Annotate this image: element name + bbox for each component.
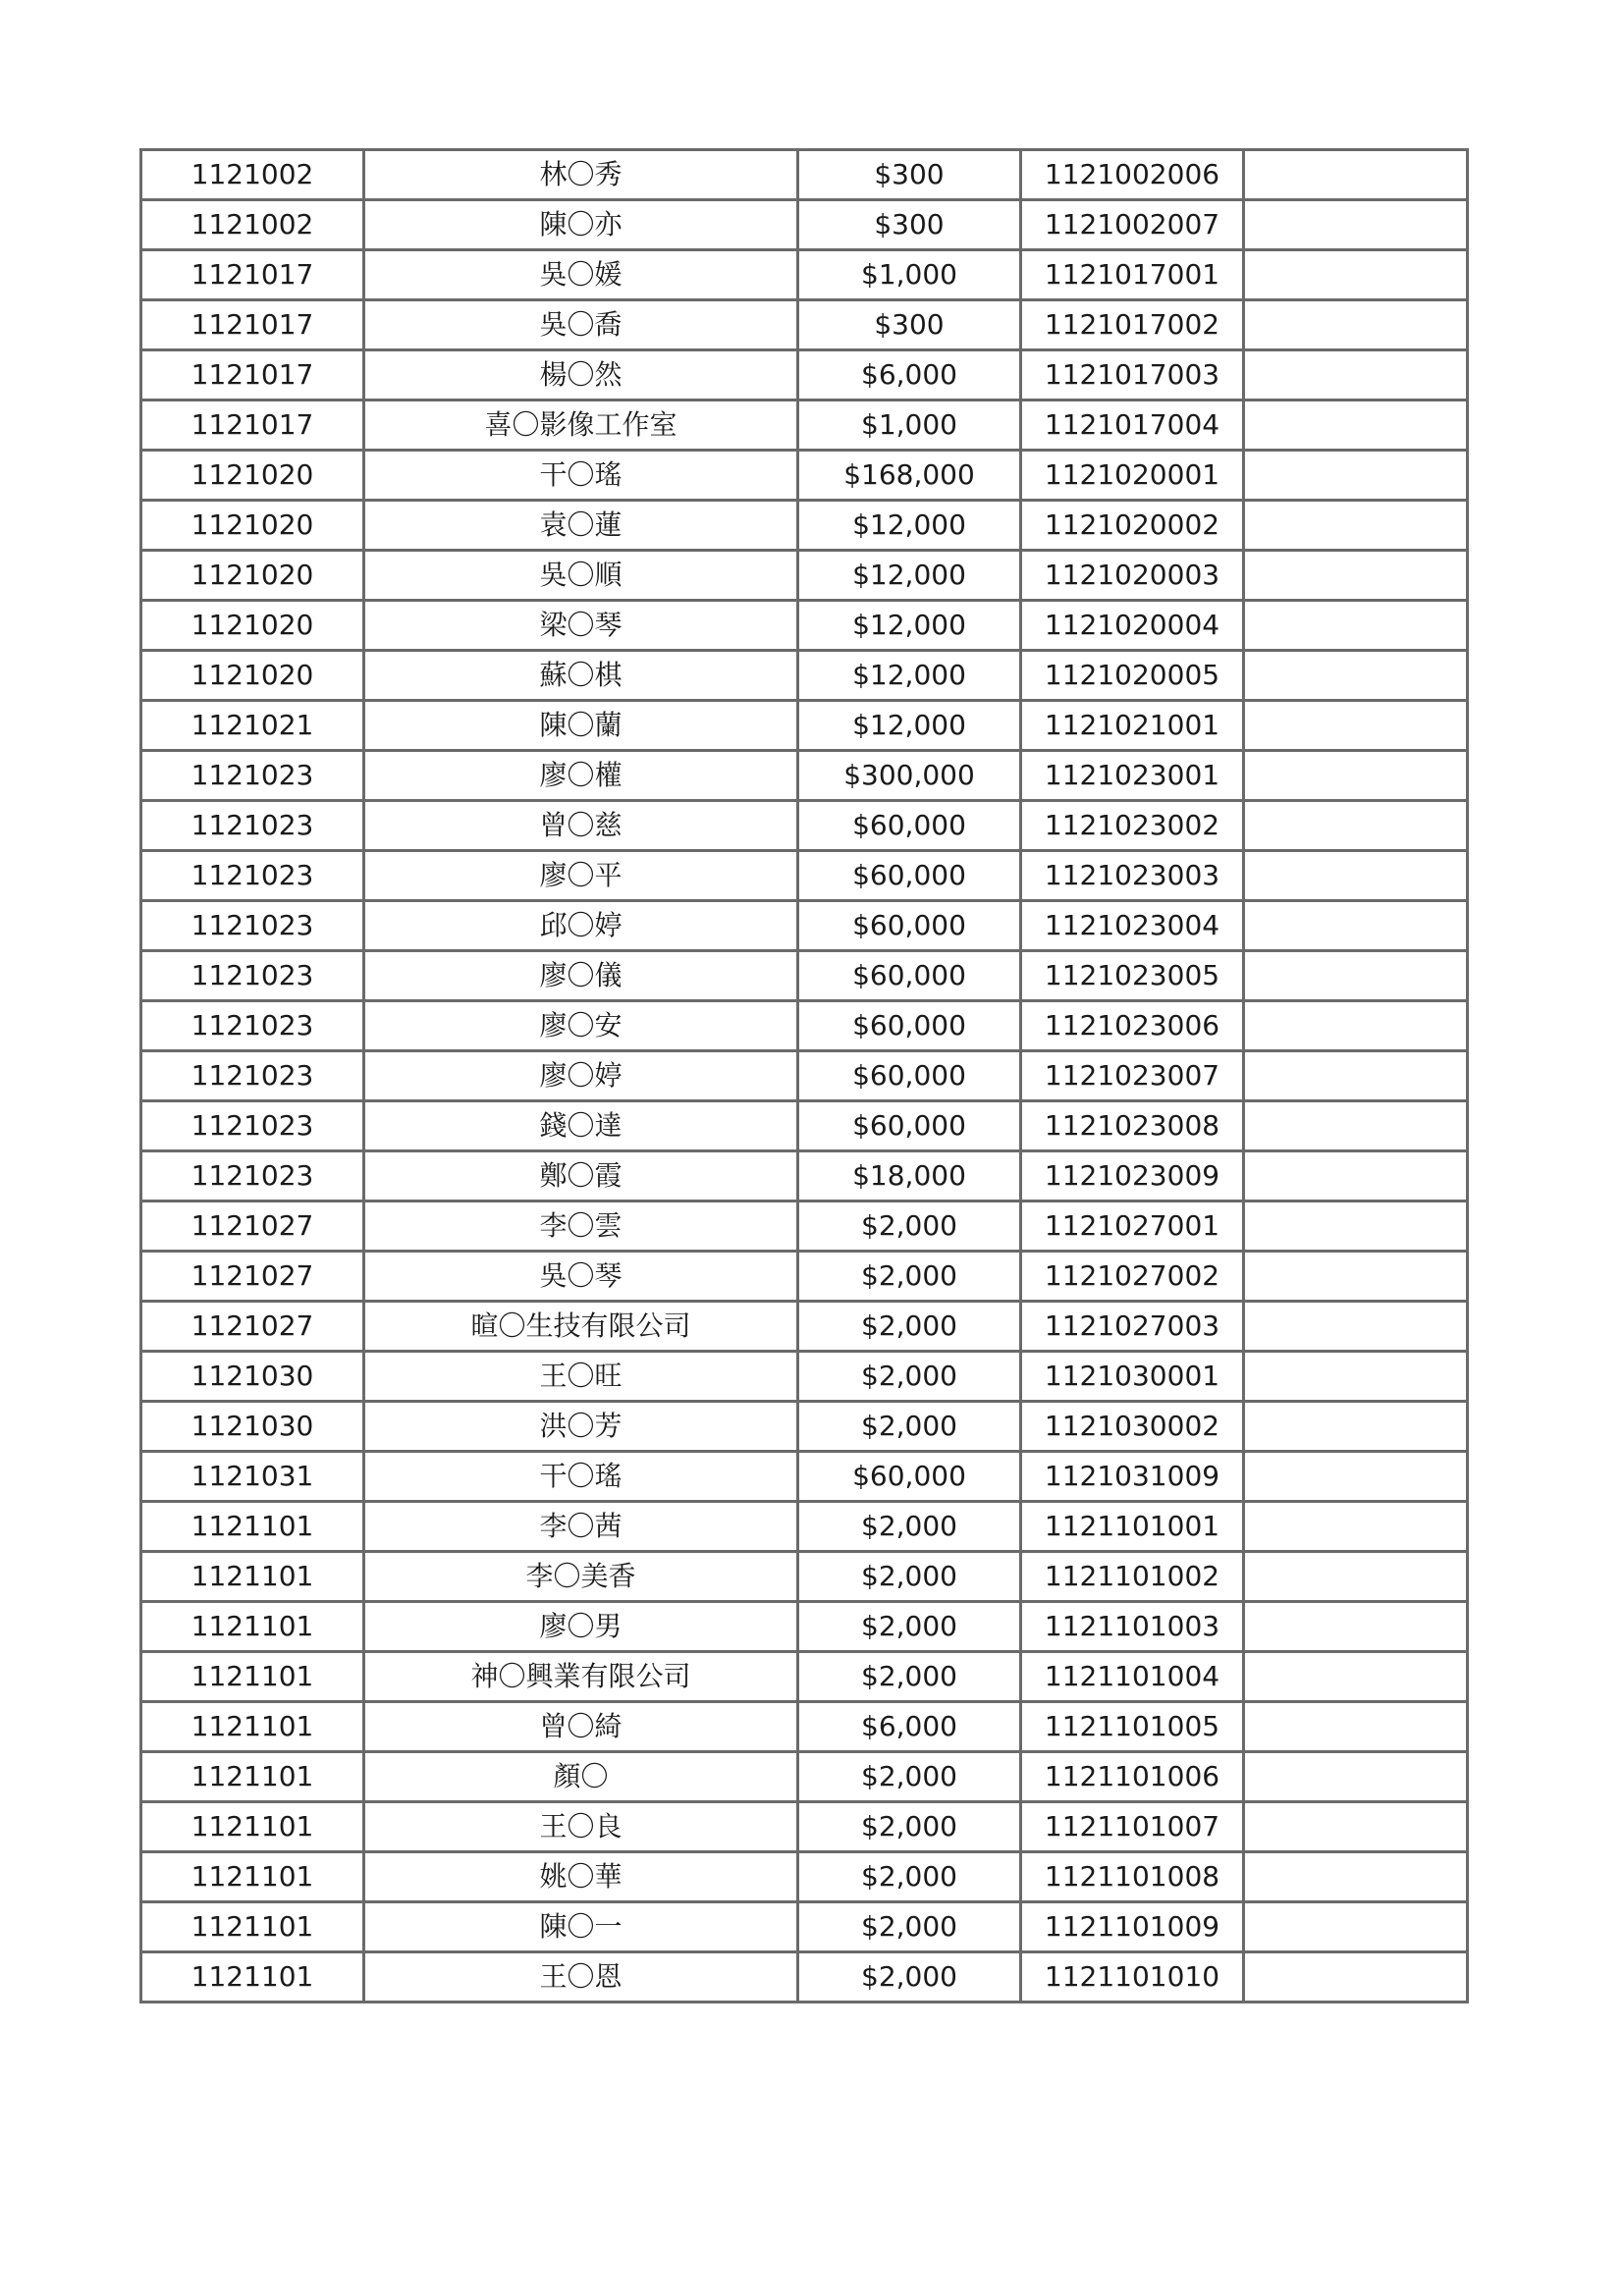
amount-cell: $18,000	[798, 1151, 1021, 1201]
date-cell: 1121023	[141, 1001, 364, 1051]
receipt-number-cell: 1121017003	[1021, 350, 1244, 400]
receipt-number-cell: 1121023009	[1021, 1151, 1244, 1201]
table-row	[141, 801, 1468, 851]
amount-cell: $60,000	[798, 851, 1021, 901]
table-row	[141, 851, 1468, 901]
note-cell	[1244, 1702, 1468, 1752]
date-cell: 1121101	[141, 1752, 364, 1802]
donor-name-cell: 吳〇媛	[364, 250, 798, 300]
amount-cell: $2,000	[798, 1552, 1021, 1602]
note-cell	[1244, 1852, 1468, 1902]
amount-cell: $60,000	[798, 801, 1021, 851]
amount-cell: $60,000	[798, 1001, 1021, 1051]
table-row	[141, 350, 1468, 400]
table-row	[141, 551, 1468, 601]
date-cell: 1121017	[141, 300, 364, 350]
amount-cell: $300,000	[798, 751, 1021, 801]
receipt-number-cell: 1121023002	[1021, 801, 1244, 851]
receipt-number-cell: 1121002007	[1021, 200, 1244, 250]
note-cell	[1244, 1001, 1468, 1051]
donor-name-cell: 王〇旺	[364, 1352, 798, 1402]
amount-cell: $1,000	[798, 250, 1021, 300]
receipt-number-cell: 1121101006	[1021, 1752, 1244, 1802]
donor-name-cell: 干〇瑤	[364, 1452, 798, 1502]
receipt-number-cell: 1121027001	[1021, 1201, 1244, 1252]
note-cell	[1244, 651, 1468, 701]
donor-name-cell: 錢〇達	[364, 1101, 798, 1151]
donor-name-cell: 顏〇	[364, 1752, 798, 1802]
date-cell: 1121027	[141, 1201, 364, 1252]
note-cell	[1244, 1452, 1468, 1502]
amount-cell: $12,000	[798, 701, 1021, 751]
amount-cell: $2,000	[798, 1952, 1021, 2002]
note-cell	[1244, 1201, 1468, 1252]
amount-cell: $2,000	[798, 1252, 1021, 1302]
receipt-number-cell: 1121101002	[1021, 1552, 1244, 1602]
note-cell	[1244, 350, 1468, 400]
table-row	[141, 1902, 1468, 1952]
date-cell: 1121023	[141, 1151, 364, 1201]
table-row	[141, 1252, 1468, 1302]
note-cell	[1244, 1402, 1468, 1452]
donor-name-cell: 吳〇喬	[364, 300, 798, 350]
amount-cell: $2,000	[798, 1201, 1021, 1252]
note-cell	[1244, 1502, 1468, 1552]
receipt-number-cell: 1121020001	[1021, 451, 1244, 501]
table-row	[141, 150, 1468, 200]
amount-cell: $60,000	[798, 951, 1021, 1001]
donor-name-cell: 邱〇婷	[364, 901, 798, 951]
receipt-number-cell: 1121023001	[1021, 751, 1244, 801]
donor-name-cell: 暄〇生技有限公司	[364, 1302, 798, 1352]
date-cell: 1121027	[141, 1302, 364, 1352]
amount-cell: $60,000	[798, 901, 1021, 951]
receipt-number-cell: 1121020003	[1021, 551, 1244, 601]
note-cell	[1244, 1302, 1468, 1352]
donor-name-cell: 廖〇安	[364, 1001, 798, 1051]
donor-name-cell: 廖〇平	[364, 851, 798, 901]
table-row	[141, 901, 1468, 951]
amount-cell: $2,000	[798, 1302, 1021, 1352]
table-row	[141, 1652, 1468, 1702]
date-cell: 1121101	[141, 1602, 364, 1652]
receipt-number-cell: 1121023004	[1021, 901, 1244, 951]
receipt-number-cell: 1121017001	[1021, 250, 1244, 300]
table-row	[141, 1402, 1468, 1452]
table-row	[141, 1201, 1468, 1252]
note-cell	[1244, 851, 1468, 901]
donor-name-cell: 洪〇芳	[364, 1402, 798, 1452]
receipt-number-cell: 1121020004	[1021, 601, 1244, 651]
donation-table	[139, 148, 1469, 2003]
receipt-number-cell: 1121101010	[1021, 1952, 1244, 2002]
note-cell	[1244, 751, 1468, 801]
table-row	[141, 1001, 1468, 1051]
table-row	[141, 200, 1468, 250]
amount-cell: $168,000	[798, 451, 1021, 501]
note-cell	[1244, 551, 1468, 601]
note-cell	[1244, 1602, 1468, 1652]
donor-name-cell: 廖〇婷	[364, 1051, 798, 1101]
table-row	[141, 451, 1468, 501]
note-cell	[1244, 501, 1468, 551]
date-cell: 1121023	[141, 951, 364, 1001]
table-row	[141, 501, 1468, 551]
amount-cell: $2,000	[798, 1852, 1021, 1902]
date-cell: 1121101	[141, 1652, 364, 1702]
receipt-number-cell: 1121002006	[1021, 150, 1244, 200]
donor-name-cell: 吳〇琴	[364, 1252, 798, 1302]
note-cell	[1244, 601, 1468, 651]
date-cell: 1121002	[141, 200, 364, 250]
donor-name-cell: 蘇〇棋	[364, 651, 798, 701]
date-cell: 1121031	[141, 1452, 364, 1502]
receipt-number-cell: 1121101001	[1021, 1502, 1244, 1552]
receipt-number-cell: 1121020005	[1021, 651, 1244, 701]
table-row	[141, 250, 1468, 300]
date-cell: 1121017	[141, 250, 364, 300]
amount-cell: $2,000	[798, 1352, 1021, 1402]
note-cell	[1244, 951, 1468, 1001]
table-row	[141, 651, 1468, 701]
donor-name-cell: 廖〇男	[364, 1602, 798, 1652]
table-row	[141, 1752, 1468, 1802]
amount-cell: $60,000	[798, 1452, 1021, 1502]
amount-cell: $2,000	[798, 1802, 1021, 1852]
date-cell: 1121023	[141, 851, 364, 901]
amount-cell: $2,000	[798, 1902, 1021, 1952]
amount-cell: $6,000	[798, 1702, 1021, 1752]
donor-name-cell: 李〇雲	[364, 1201, 798, 1252]
receipt-number-cell: 1121023007	[1021, 1051, 1244, 1101]
note-cell	[1244, 1652, 1468, 1702]
amount-cell: $12,000	[798, 551, 1021, 601]
date-cell: 1121020	[141, 501, 364, 551]
table-row	[141, 1352, 1468, 1402]
receipt-number-cell: 1121023008	[1021, 1101, 1244, 1151]
date-cell: 1121023	[141, 801, 364, 851]
amount-cell: $1,000	[798, 400, 1021, 451]
note-cell	[1244, 1252, 1468, 1302]
date-cell: 1121027	[141, 1252, 364, 1302]
receipt-number-cell: 1121101008	[1021, 1852, 1244, 1902]
date-cell: 1121002	[141, 150, 364, 200]
note-cell	[1244, 801, 1468, 851]
date-cell: 1121101	[141, 1502, 364, 1552]
donor-name-cell: 喜〇影像工作室	[364, 400, 798, 451]
receipt-number-cell: 1121023003	[1021, 851, 1244, 901]
donor-name-cell: 袁〇蓮	[364, 501, 798, 551]
receipt-number-cell: 1121027003	[1021, 1302, 1244, 1352]
donor-name-cell: 鄭〇霞	[364, 1151, 798, 1201]
note-cell	[1244, 250, 1468, 300]
table-row	[141, 1502, 1468, 1552]
amount-cell: $300	[798, 200, 1021, 250]
table-row	[141, 1151, 1468, 1201]
table-row	[141, 1302, 1468, 1352]
date-cell: 1121020	[141, 451, 364, 501]
note-cell	[1244, 300, 1468, 350]
amount-cell: $300	[798, 150, 1021, 200]
note-cell	[1244, 200, 1468, 250]
receipt-number-cell: 1121101004	[1021, 1652, 1244, 1702]
amount-cell: $2,000	[798, 1502, 1021, 1552]
date-cell: 1121030	[141, 1352, 364, 1402]
donor-name-cell: 楊〇然	[364, 350, 798, 400]
date-cell: 1121101	[141, 1702, 364, 1752]
amount-cell: $2,000	[798, 1602, 1021, 1652]
table-row	[141, 701, 1468, 751]
amount-cell: $2,000	[798, 1402, 1021, 1452]
table-row	[141, 951, 1468, 1001]
amount-cell: $2,000	[798, 1652, 1021, 1702]
receipt-number-cell: 1121101009	[1021, 1902, 1244, 1952]
note-cell	[1244, 1802, 1468, 1852]
donor-name-cell: 曾〇綺	[364, 1702, 798, 1752]
table-row	[141, 1101, 1468, 1151]
date-cell: 1121023	[141, 1101, 364, 1151]
date-cell: 1121101	[141, 1852, 364, 1902]
date-cell: 1121101	[141, 1552, 364, 1602]
receipt-number-cell: 1121101005	[1021, 1702, 1244, 1752]
date-cell: 1121023	[141, 751, 364, 801]
receipt-number-cell: 1121017004	[1021, 400, 1244, 451]
donor-name-cell: 神〇興業有限公司	[364, 1652, 798, 1702]
note-cell	[1244, 1902, 1468, 1952]
receipt-number-cell: 1121021001	[1021, 701, 1244, 751]
note-cell	[1244, 150, 1468, 200]
receipt-number-cell: 1121020002	[1021, 501, 1244, 551]
receipt-number-cell: 1121027002	[1021, 1252, 1244, 1302]
receipt-number-cell: 1121101003	[1021, 1602, 1244, 1652]
table-row	[141, 1802, 1468, 1852]
note-cell	[1244, 901, 1468, 951]
note-cell	[1244, 1151, 1468, 1201]
note-cell	[1244, 1952, 1468, 2002]
table-row	[141, 751, 1468, 801]
date-cell: 1121017	[141, 400, 364, 451]
receipt-number-cell: 1121031009	[1021, 1452, 1244, 1502]
donor-name-cell: 陳〇亦	[364, 200, 798, 250]
amount-cell: $60,000	[798, 1101, 1021, 1151]
note-cell	[1244, 1051, 1468, 1101]
table-row	[141, 1552, 1468, 1602]
table-row	[141, 1702, 1468, 1752]
table-row	[141, 1602, 1468, 1652]
date-cell: 1121020	[141, 651, 364, 701]
date-cell: 1121101	[141, 1952, 364, 2002]
donor-name-cell: 陳〇蘭	[364, 701, 798, 751]
amount-cell: $12,000	[798, 651, 1021, 701]
table-row	[141, 1051, 1468, 1101]
donor-name-cell: 李〇茜	[364, 1502, 798, 1552]
receipt-number-cell: 1121101007	[1021, 1802, 1244, 1852]
note-cell	[1244, 451, 1468, 501]
table-row	[141, 400, 1468, 451]
receipt-number-cell: 1121017002	[1021, 300, 1244, 350]
donor-name-cell: 吳〇順	[364, 551, 798, 601]
date-cell: 1121023	[141, 901, 364, 951]
donor-name-cell: 廖〇權	[364, 751, 798, 801]
date-cell: 1121023	[141, 1051, 364, 1101]
note-cell	[1244, 400, 1468, 451]
donor-name-cell: 王〇恩	[364, 1952, 798, 2002]
note-cell	[1244, 1552, 1468, 1602]
date-cell: 1121101	[141, 1902, 364, 1952]
note-cell	[1244, 701, 1468, 751]
date-cell: 1121030	[141, 1402, 364, 1452]
date-cell: 1121020	[141, 601, 364, 651]
receipt-number-cell: 1121023006	[1021, 1001, 1244, 1051]
table-row	[141, 601, 1468, 651]
amount-cell: $6,000	[798, 350, 1021, 400]
date-cell: 1121101	[141, 1802, 364, 1852]
date-cell: 1121021	[141, 701, 364, 751]
donor-name-cell: 王〇良	[364, 1802, 798, 1852]
note-cell	[1244, 1101, 1468, 1151]
donor-name-cell: 曾〇慈	[364, 801, 798, 851]
receipt-number-cell: 1121023005	[1021, 951, 1244, 1001]
amount-cell: $12,000	[798, 501, 1021, 551]
receipt-number-cell: 1121030001	[1021, 1352, 1244, 1402]
date-cell: 1121020	[141, 551, 364, 601]
donor-name-cell: 干〇瑤	[364, 451, 798, 501]
donor-name-cell: 李〇美香	[364, 1552, 798, 1602]
table-row	[141, 300, 1468, 350]
table-row	[141, 1952, 1468, 2002]
receipt-number-cell: 1121030002	[1021, 1402, 1244, 1452]
table-body	[141, 150, 1468, 2002]
amount-cell: $2,000	[798, 1752, 1021, 1802]
donor-name-cell: 梁〇琴	[364, 601, 798, 651]
table-row	[141, 1852, 1468, 1902]
donor-name-cell: 林〇秀	[364, 150, 798, 200]
amount-cell: $300	[798, 300, 1021, 350]
amount-cell: $12,000	[798, 601, 1021, 651]
donor-name-cell: 廖〇儀	[364, 951, 798, 1001]
table-row	[141, 1452, 1468, 1502]
donor-name-cell: 姚〇華	[364, 1852, 798, 1902]
date-cell: 1121017	[141, 350, 364, 400]
donor-name-cell: 陳〇一	[364, 1902, 798, 1952]
note-cell	[1244, 1352, 1468, 1402]
amount-cell: $60,000	[798, 1051, 1021, 1101]
note-cell	[1244, 1752, 1468, 1802]
